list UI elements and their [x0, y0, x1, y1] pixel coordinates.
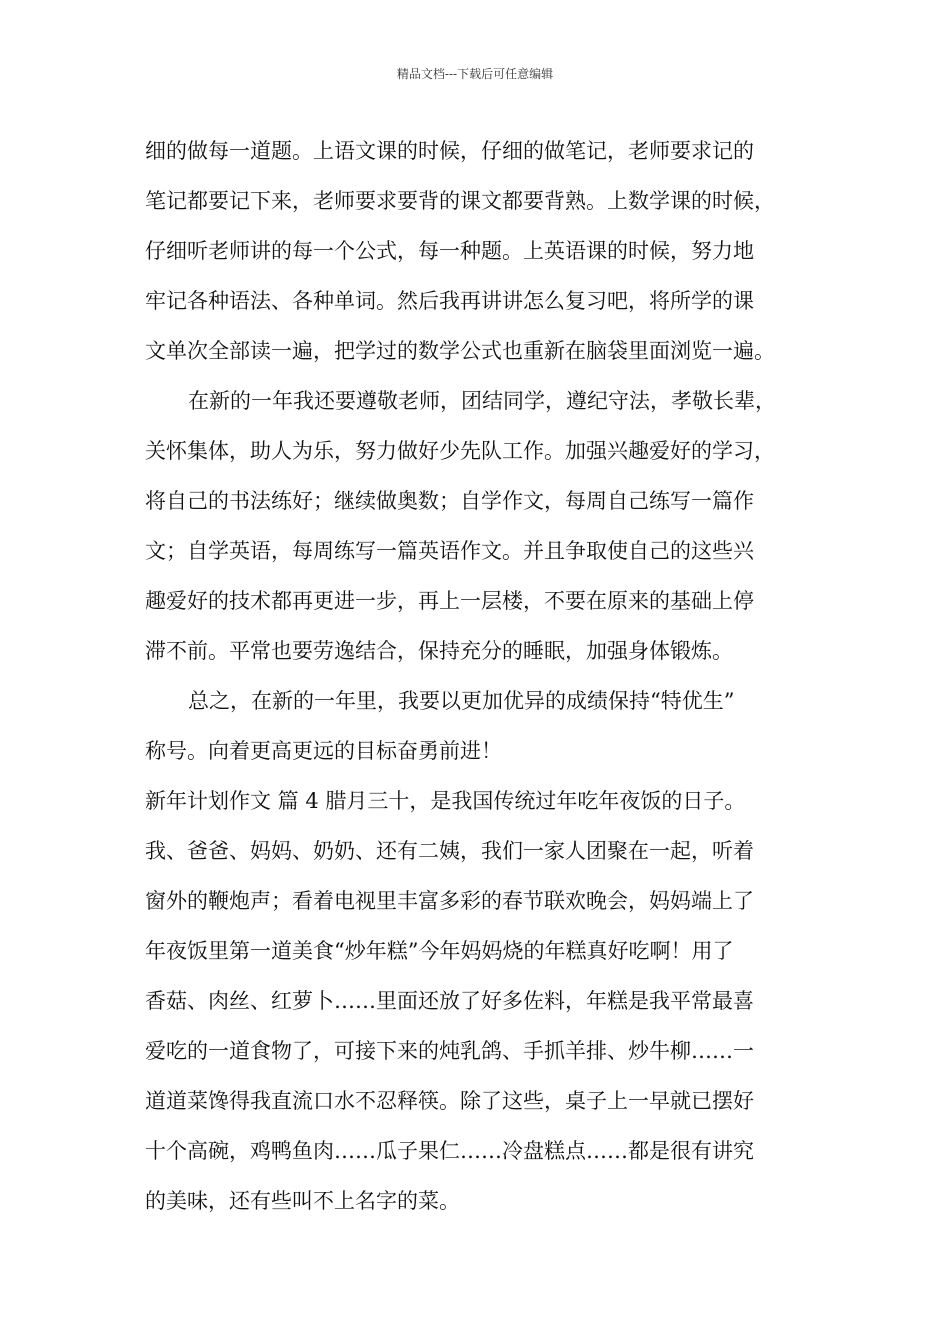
body-line: 关怀集体，助人为乐，努力做好少先队工作。加强兴趣爱好的学习， — [145, 439, 775, 463]
paragraph-first-line: 在新的一年我还要遵敬老师，团结同学，遵纪守法，孝敬长辈， — [188, 389, 776, 413]
paragraph-first-line: 总之，在新的一年里，我要以更加优异的成绩保持“特优生” — [188, 689, 735, 713]
body-line: 爱吃的一道食物了，可接下来的炖乳鸽、手抓羊排、炒牛柳……一 — [145, 1039, 754, 1063]
body-line: 仔细听老师讲的每一个公式，每一种题。上英语课的时候，努力地 — [145, 239, 754, 263]
body-line: 窗外的鞭炮声；看着电视里丰富多彩的春节联欢晚会，妈妈端上了 — [145, 889, 754, 913]
body-line: 道道菜馋得我直流口水不忍释筷。除了这些，桌子上一早就已摆好 — [145, 1089, 754, 1113]
body-line: 香菇、肉丝、红萝卜……里面还放了好多佐料，年糕是我平常最喜 — [145, 989, 754, 1013]
body-line: 文；自学英语，每周练写一篇英语作文。并且争取使自己的这些兴 — [145, 539, 754, 563]
page-header: 精品文档---下载后可任意编辑 — [396, 67, 554, 81]
body-line: 的美味，还有些叫不上名字的菜。 — [145, 1189, 460, 1213]
body-line: 将自己的书法练好；继续做奥数；自学作文，每周自己练写一篇作 — [145, 489, 754, 513]
body-line: 文单次全部读一遍，把学过的数学公式也重新在脑袋里面浏览一遍。 — [145, 339, 775, 363]
body-line: 称号。向着更高更远的目标奋勇前进！ — [145, 739, 502, 763]
body-line: 笔记都要记下来，老师要求要背的课文都要背熟。上数学课的时候， — [145, 189, 775, 213]
body-line: 年夜饭里第一道美食“炒年糕”今年妈妈烧的年糕真好吃啊！用了 — [145, 939, 734, 963]
section-heading-line: 新年计划作文 篇 4 腊月三十，是我国传统过年吃年夜饭的日子。 — [145, 789, 746, 813]
body-line: 十个高碗，鸡鸭鱼肉……瓜子果仁……冷盘糕点……都是很有讲究 — [145, 1139, 754, 1163]
body-line: 滞不前。平常也要劳逸结合，保持充分的睡眠，加强身体锻炼。 — [145, 639, 733, 663]
body-line: 细的做每一道题。上语文课的时候，仔细的做笔记，老师要求记的 — [145, 139, 754, 163]
body-line: 我、爸爸、妈妈、奶奶、还有二姨，我们一家人团聚在一起，听着 — [145, 839, 754, 863]
body-line: 牢记各种语法、各种单词。然后我再讲讲怎么复习吧，将所学的课 — [145, 289, 754, 313]
body-line: 趣爱好的技术都再更进一步，再上一层楼，不要在原来的基础上停 — [145, 589, 754, 613]
